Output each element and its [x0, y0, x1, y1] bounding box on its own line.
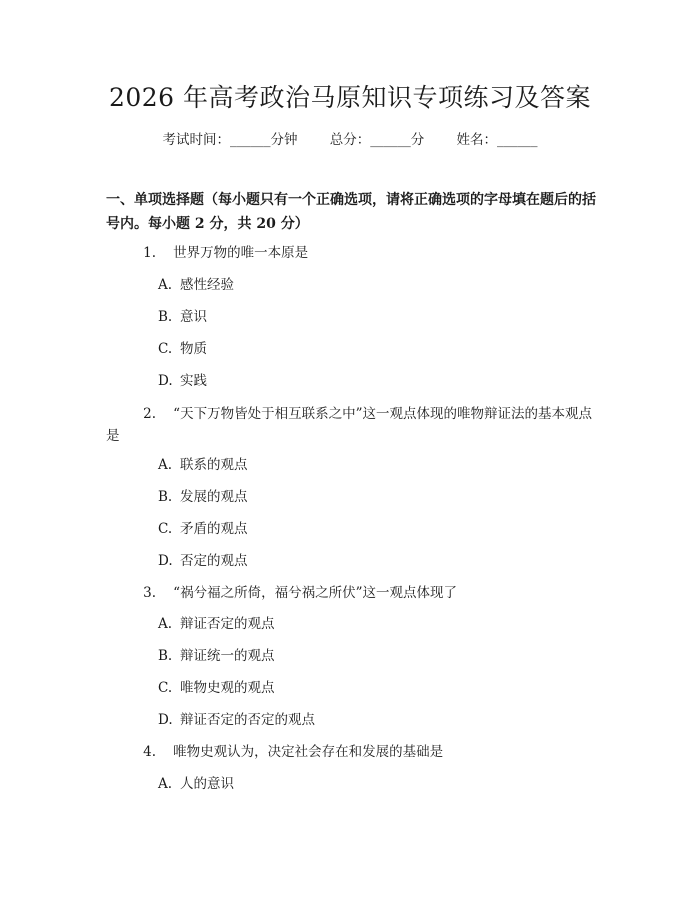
question-1	[106, 242, 596, 264]
option-text: 物质	[180, 341, 207, 357]
question-2-option-b	[158, 487, 248, 507]
option-text: 矛盾的观点	[180, 521, 248, 537]
option-text: 辩证否定的否定的观点	[180, 712, 315, 728]
option-text: 人的意识	[180, 776, 234, 792]
question-4-option-a	[158, 774, 234, 794]
question-text: “祸兮福之所倚，福兮祸之所伏”这一观点体现了	[173, 585, 457, 601]
question-1-option-b	[158, 307, 207, 327]
option-text: 唯物史观的观点	[180, 680, 275, 696]
option-text: 意识	[180, 309, 207, 325]
question-text: 世界万物的唯一本原是	[173, 245, 309, 261]
section-heading-line1: 一、单项选择题（每小题只有一个正确选项，请将正确选项的字母填在题后的括	[106, 192, 596, 208]
option-letter: D.	[158, 712, 173, 728]
option-letter: B.	[158, 309, 173, 325]
question-number: 4.	[143, 744, 156, 760]
question-4	[106, 741, 596, 763]
option-letter: A.	[158, 616, 173, 632]
option-text: 辩证否定的观点	[180, 616, 275, 632]
question-3-option-a	[158, 614, 275, 634]
option-text: 实践	[180, 373, 207, 389]
question-number: 2.	[143, 406, 156, 422]
option-letter: A.	[158, 277, 173, 293]
question-text: 唯物史观认为，决定社会存在和发展的基础是	[173, 744, 444, 760]
question-2	[106, 403, 596, 447]
option-text: 否定的观点	[180, 553, 248, 569]
option-text: 辩证统一的观点	[180, 648, 275, 664]
question-text-continuation: 是	[106, 428, 120, 444]
exam-info-line	[0, 130, 700, 150]
question-2-option-d	[158, 551, 248, 571]
option-letter: D.	[158, 373, 173, 389]
question-number: 1.	[143, 245, 156, 261]
question-number: 3.	[143, 585, 156, 601]
option-letter: C.	[158, 680, 173, 696]
option-letter: A.	[158, 776, 173, 792]
question-1-option-a	[158, 275, 234, 295]
option-letter: A.	[158, 457, 173, 473]
option-text: 感性经验	[180, 277, 234, 293]
option-letter: B.	[158, 648, 173, 664]
question-text: “天下万物皆处于相互联系之中”这一观点体现的唯物辩证法的基本观点	[173, 406, 592, 422]
section-heading-line2: 号内。每小题 2 分，共 20 分）	[106, 216, 309, 232]
question-1-option-c	[158, 339, 207, 359]
question-3-option-b	[158, 646, 275, 666]
page-title: 2026 年高考政治马原知识专项练习及答案	[108, 83, 592, 112]
option-text: 联系的观点	[180, 457, 248, 473]
option-letter: B.	[158, 489, 173, 505]
question-3-option-c	[158, 678, 275, 698]
question-2-option-c	[158, 519, 248, 539]
exam-time-field: 考试时间：______分钟	[162, 132, 298, 148]
option-text: 发展的观点	[180, 489, 248, 505]
option-letter: C.	[158, 341, 173, 357]
section-heading	[106, 188, 596, 236]
question-3	[106, 582, 596, 604]
exam-score-field: 总分：______分	[329, 132, 425, 148]
question-2-option-a	[158, 455, 248, 475]
option-letter: C.	[158, 521, 173, 537]
option-letter: D.	[158, 553, 173, 569]
question-1-option-d	[158, 371, 207, 391]
question-3-option-d	[158, 710, 315, 730]
exam-name-field: 姓名：______	[456, 132, 538, 148]
